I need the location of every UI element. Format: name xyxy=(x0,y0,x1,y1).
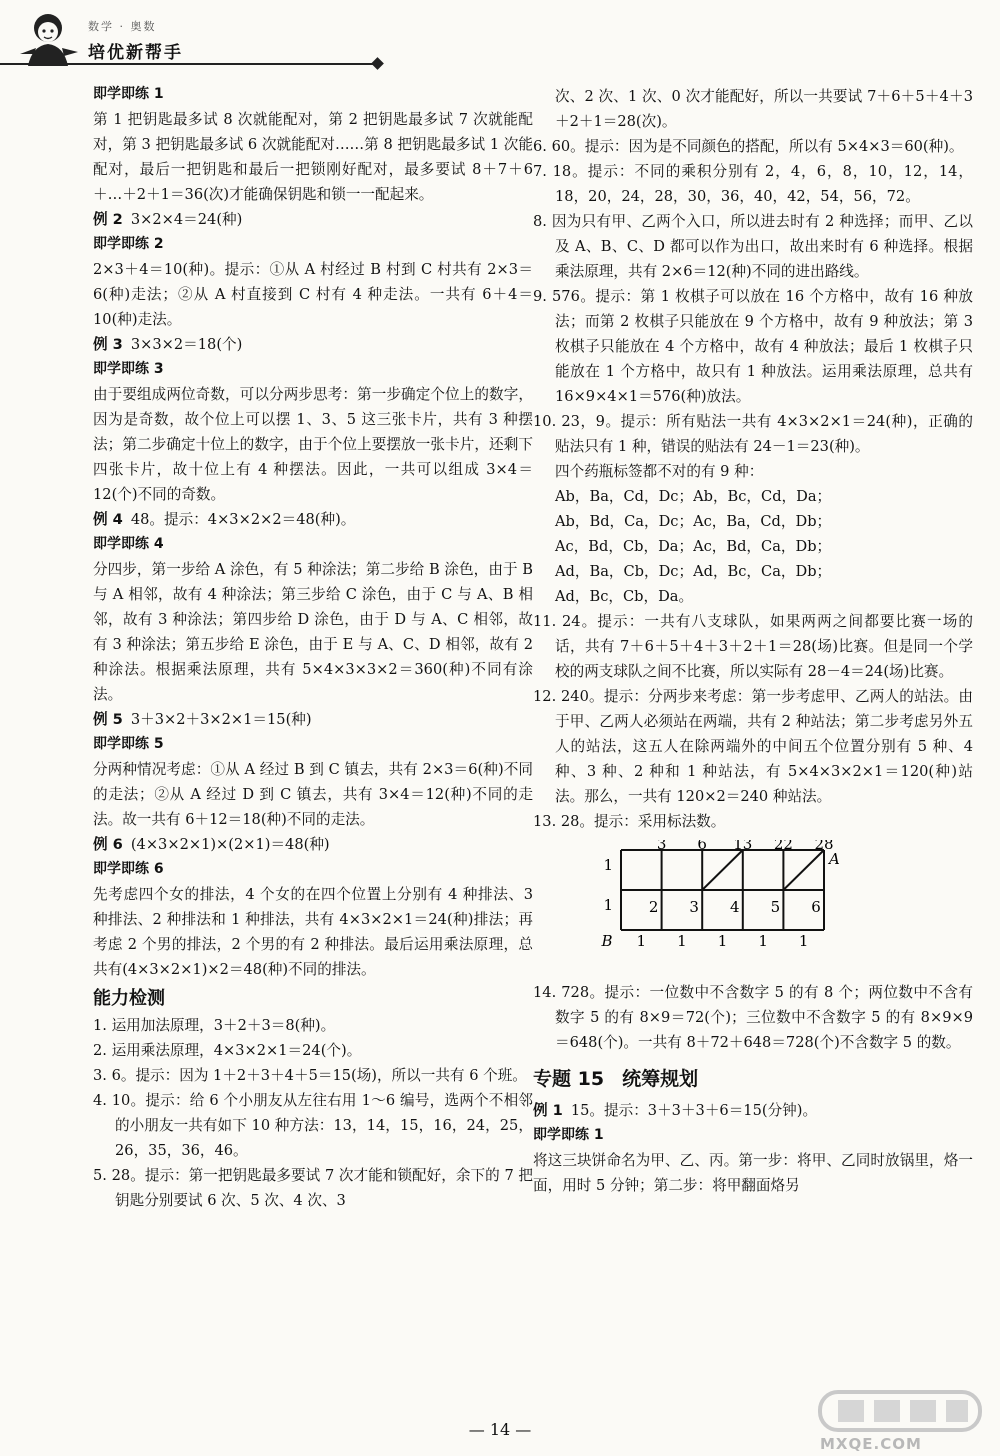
answer-paragraph: 将这三块饼命名为甲、乙、丙。第一步：将甲、乙同时放锅里，烙一面，用时 5 分钟；第二步：将甲翻面烙另 xyxy=(533,1152,973,1194)
example-answer: 3×3×2＝18(个) xyxy=(130,336,243,353)
example-line xyxy=(93,507,533,532)
answer-detail: Ad，Bc，Cb，Da。 xyxy=(555,588,694,605)
grid-bottom-count: 1 xyxy=(717,932,728,950)
answer-detail: 四个药瓶标签都不对的有 9 种： xyxy=(555,463,764,480)
header-rule xyxy=(0,63,378,65)
grid-top-count: 28 xyxy=(814,840,834,853)
answer-item: 14. 728。提示：一位数中不含数字 5 的有 8 个；两位数中不含有数字 5 的有 8×9＝72(个)；三位数中不含数字 5 的有 8×9×9＝648(个)。一共有 8＋72＋648＝728(个)不含数字 5 的数。 xyxy=(533,984,973,1051)
practice-heading: 即学即练 6 xyxy=(93,861,164,877)
answer-item: 10. 23，9。提示：所有贴法一共有 4×3×2×1＝24(种)，正确的贴法只有 1 种，错误的贴法有 24－1＝23(种)。 xyxy=(533,413,973,455)
answer-item: 11. 24。提示：一共有八支球队，如果两两之间都要比赛一场的话，共有 7＋6＋5＋4＋3＋2＋1＝28(场)比赛。但是同一个学校的两支球队之间不比赛，所以实际有 28－4＝24(场)比赛。 xyxy=(533,613,973,680)
example-label: 例 1 xyxy=(533,1102,563,1119)
grid-left-count: 1 xyxy=(603,856,613,874)
answer-detail: Ab，Ba，Cd，Dc；Ab，Bc，Cd，Da； xyxy=(555,488,832,505)
path-count-grid xyxy=(595,840,973,978)
example-answer: 48。提示：4×3×2×2＝48(种)。 xyxy=(130,511,356,528)
grid-left-count: 1 xyxy=(603,896,613,914)
grid-top-count: 13 xyxy=(733,840,753,853)
answer-paragraph: 第 1 把钥匙最多试 8 次就能配对，第 2 把钥匙最多试 7 次就能配对，第 3 把钥匙最多试 6 次就能配对……第 8 把钥匙最多试 1 次能配对，最后一把钥匙和最后一把锁刚好配对，最多要试 8＋7＋6＋…＋2＋1＝36(次)才能确保钥匙和锁一一配起来。 xyxy=(93,111,533,203)
answer-paragraph: 分四步，第一步给 A 涂色，有 5 种涂法；第二步给 B 涂色，由于 B 与 A 相邻，故有 4 种涂法；第三步给 C 涂色，由于 C 与 A、B 相邻，故有 3 种涂法；第四步给 D 涂色，由于 D 与 A、C 相邻，故有 3 种涂法；第五步给 E 涂色，由于 E 与 A、C、D 相邻，故有 2 种涂法。根据乘法原理，共有 5×4×3×3×2＝360(种)不同有涂法。 xyxy=(93,561,533,703)
header-diamond-icon xyxy=(371,57,384,70)
example-answer: 15。提示：3＋3＋3＋6＝15(分钟)。 xyxy=(570,1102,818,1119)
example-label: 例 5 xyxy=(93,711,123,728)
grid-mid-count: 4 xyxy=(730,898,740,916)
grid-mid-count: 5 xyxy=(770,898,781,916)
answer-paragraph: 分两种情况考虑：①从 A 经过 B 到 C 镇去，共有 2×3＝6(种)不同的走法；②从 A 经过 D 到 C 镇去，共有 3×4＝12(种)不同的走法。故一共有 6＋12＝18(种)不同的走法。 xyxy=(93,761,533,828)
grid-bottom-count: 1 xyxy=(758,932,768,950)
answer-item: 6. 60。提示：因为是不同颜色的搭配，所以有 5×4×3＝60(种)。 xyxy=(533,138,964,155)
grid-mid-count: 3 xyxy=(689,898,699,916)
answer-item: 3. 6。提示：因为 1＋2＋3＋4＋5＝15(场)，所以一共有 6 个班。 xyxy=(93,1067,527,1084)
grid-diagram xyxy=(595,840,845,970)
example-label: 例 4 xyxy=(93,511,123,528)
answer-detail: Ad，Ba，Cb，Dc；Ad，Bc，Ca，Db； xyxy=(555,563,832,580)
practice-heading: 即学即练 1 xyxy=(533,1127,604,1143)
answer-item: 5. 28。提示：第一把钥匙最多要试 7 次才能和锁配好，余下的 7 把钥匙分别要试 6 次、5 次、4 次、3 xyxy=(93,1167,533,1209)
grid-diagonal xyxy=(783,850,824,890)
answer-item: 4. 10。提示：给 6 个小朋友从左往右用 1～6 编号，选两个不相邻的小朋友一共有如下 10 种方法：13，14，15，16，24，25，26，35，36，46。 xyxy=(93,1092,533,1159)
mascot-logo-icon xyxy=(18,8,80,66)
watermark-text: MXQE.COM xyxy=(820,1435,922,1453)
practice-heading: 即学即练 1 xyxy=(93,86,164,102)
grid-mid-count: 2 xyxy=(648,898,659,916)
answer-continuation: 次、2 次、1 次、0 次才能配好，所以一共要试 7＋6＋5＋4＋3＋2＋1＝28(次)。 xyxy=(555,88,973,130)
grid-bottom-count: 1 xyxy=(798,932,809,950)
example-line xyxy=(533,1098,973,1123)
answer-detail: Ac，Bd，Cb，Da；Ac，Bd，Ca，Db； xyxy=(555,538,832,555)
example-answer: 3×2×4＝24(种) xyxy=(130,211,243,228)
grid-point-a: A xyxy=(829,850,840,868)
grid-bottom-count: 1 xyxy=(677,932,687,950)
topic-name: 统筹规划 xyxy=(622,1068,699,1090)
page-number: — 14 — xyxy=(468,1420,532,1439)
example-line xyxy=(93,832,533,857)
example-label: 例 3 xyxy=(93,336,123,353)
answer-item: 13. 28。提示：采用标法数。 xyxy=(533,813,726,830)
answer-item: 9. 576。提示：第 1 枚棋子可以放在 16 个方格中，故有 16 种放法；而第 2 枚棋子只能放在 9 个方格中，故有 9 种放法；第 3 枚棋子只能放在 4 个方格中，故有 4 种放法；最后 1 枚棋子只能放在 1 个方格中，故只有 1 种放法。运用乘法原理，总共有 16×9×4×1＝576(种)放法。 xyxy=(533,288,973,405)
grid-mid-count: 6 xyxy=(811,898,821,916)
answer-item: 8. 因为只有甲、乙两个入口，所以进去时有 2 种选择；而甲、乙以及 A、B、C、D 都可以作为出口，故出来时有 6 种选择。根据乘法原理，共有 2×6＝12(种)不同的进出路线。 xyxy=(533,213,973,280)
answer-item: 2. 运用乘法原理，4×3×2×1＝24(个)。 xyxy=(93,1042,362,1059)
grid-top-count: 6 xyxy=(697,840,707,853)
grid-top-count: 3 xyxy=(656,840,667,853)
answer-item: 1. 运用加法原理，3＋2＋3＝8(种)。 xyxy=(93,1017,336,1034)
example-label: 例 2 xyxy=(93,211,123,228)
example-answer: 3＋3×2＋3×2×1＝15(种) xyxy=(130,711,312,728)
example-label: 例 6 xyxy=(93,836,123,853)
left-column xyxy=(93,82,533,1213)
example-answer: (4×3×2×1)×(2×1)＝48(种) xyxy=(130,836,330,853)
right-column xyxy=(533,84,973,1198)
example-line xyxy=(93,207,533,232)
topic-number: 专题 15 xyxy=(533,1068,605,1090)
section-title: 能力检测 xyxy=(93,988,165,1009)
grid-diagonal xyxy=(702,850,743,890)
answer-detail: Ab，Bd，Ca，Dc；Ac，Ba，Cd，Db； xyxy=(555,513,832,530)
answer-item: 12. 240。提示：分两步来考虑：第一步考虑甲、乙两人的站法。由于甲、乙两人必须站在两端，共有 2 种站法；第二步考虑另外五人的站法，这五人在除两端外的中间五个位置分别有 5 种、4 种、3 种、2 种和 1 种站法，有 5×4×3×2×1＝120(种)站法。那么，一共有 120×2＝240 种站法。 xyxy=(533,688,973,805)
grid-bottom-count: 1 xyxy=(636,932,647,950)
answer-item: 7. 18。提示：不同的乘积分别有 2，4，6，8，10，12，14，18，20，24，28，30，36，40，42，54，56，72。 xyxy=(533,163,973,205)
answer-paragraph: 2×3＋4＝10(种)。提示：①从 A 村经过 B 村到 C 村共有 2×3＝6(种)走法；②从 A 村直接到 C 村有 4 种走法。一共有 6＋4＝10(种)走法。 xyxy=(93,261,533,328)
answer-paragraph: 先考虑四个女的排法，4 个女的在四个位置上分别有 4 种排法、3 种排法、2 种排法和 1 种排法，共有 4×3×2×1＝24(种)排法；再考虑 2 个男的排法，2 个男的有 2 种排法。最后运用乘法原理，总共有(4×3×2×1)×2＝48(种)不同的排法。 xyxy=(93,886,533,978)
practice-heading: 即学即练 4 xyxy=(93,536,164,552)
practice-heading: 即学即练 2 xyxy=(93,236,164,252)
page-header xyxy=(0,0,1000,80)
example-line xyxy=(93,332,533,357)
grid-point-b: B xyxy=(601,932,613,950)
example-line xyxy=(93,707,533,732)
brand-subtitle: 数学 · 奥数 xyxy=(88,20,157,33)
answer-paragraph: 由于要组成两位奇数，可以分两步思考：第一步确定个位上的数字，因为是奇数，故个位上可以摆 1、3、5 这三张卡片，共有 3 种摆法；第二步确定十位上的数字，由于个位上要摆放一张卡片，还剩下四张卡片，故十位上有 4 种摆法。因此，一共可以组成 3×4＝12(个)不同的奇数。 xyxy=(93,386,533,503)
brand-title: 培优新帮手 xyxy=(88,43,183,63)
topic-title xyxy=(533,1067,973,1092)
practice-heading: 即学即练 5 xyxy=(93,736,164,752)
practice-heading: 即学即练 3 xyxy=(93,361,164,377)
grid-top-count: 22 xyxy=(773,840,793,853)
